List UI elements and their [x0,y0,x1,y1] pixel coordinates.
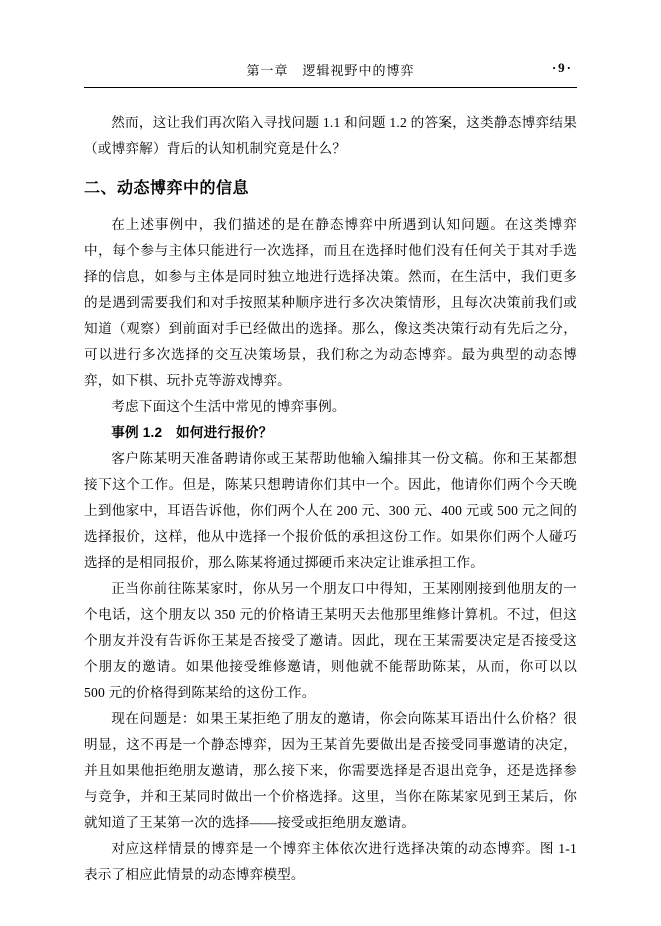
paragraph: 对应这样情景的博弈是一个博弈主体依次进行选择决策的动态博弈。图 1-1 表示了相应此情景的动态博弈模型。 [84,841,577,882]
paragraph: 然而，这让我们再次陷入寻找问题 1.1 和问题 1.2 的答案，这类静态博弈结果（或博弈解）背后的认知机制究竟是什么？ [84,115,577,156]
paragraph: 现在问题是：如果王某拒绝了朋友的邀请，你会向陈某耳语出什么价格？很明显，这不再是一个静态博弈，因为王某首先要做出是否接受同事邀请的决定，并且如果他拒绝朋友邀请，那么接下来，你需要选择是否退出竞争，还是选择参与竞争，并和王某同时做出一个价格选择。这里，当你在陈某家见到王某后，你就知道了王某第一次的选择——接受或拒绝朋友邀请。 [84,711,577,830]
section-heading: 二、动态博弈中的信息 [84,180,250,197]
paragraph: 客户陈某明天准备聘请你或王某帮助他输入编排其一份文稿。你和王某都想接下这个工作。但是，陈某只想聘请你们其中一个。因此，他请你们两个今天晚上到他家中，耳语告诉他，你们两个人在 200 元、300 元、400 元或 500 元之间的选择报价，这样，他从中选择一个报价低的承担这份工作。如果你们两个人碰巧选择的是相同报价，那么陈某将通过掷硬币来决定让谁承担工作。 [84,451,577,570]
paragraph: 考虑下面这个生活中常见的博弈事例。 [111,399,346,414]
page-content [84,88,577,888]
page-header [84,60,577,80]
running-head: 第一章 逻辑视野中的博弈 [246,63,415,78]
page-number: ·9· [551,60,573,75]
paragraph: 正当你前往陈某家时，你从另一个朋友口中得知，王某刚刚接到他朋友的一个电话，这个朋友以 350 元的价格请王某明天去他那里维修计算机。不过，但这个朋友并没有告诉你王某是否接受了邀请。因此，现在王某需要决定是否接受这个朋友的邀请。如果他接受维修邀请，则他就不能帮助陈某，从而，你可以以 500 元的价格得到陈某给的这份工作。 [84,581,577,700]
paragraph: 在上述事例中，我们描述的是在静态博弈中所遇到认知问题。在这类博弈中，每个参与主体只能进行一次选择，而且在选择时他们没有任何关于其对手选择的信息，如参与主体是同时独立地进行选择决策。然而，在生活中，我们更多的是遇到需要我们和对手按照某种顺序进行多次决策情形，且每次决策前我们或知道（观察）到前面对手已经做出的选择。那么，像这类决策行动有先后之分，可以进行多次选择的交互决策场景，我们称之为动态博弈。最为典型的动态博弈，如下棋、玩扑克等游戏博弈。 [84,217,577,388]
example-heading: 事例 1.2 如何进行报价？ [111,425,273,440]
